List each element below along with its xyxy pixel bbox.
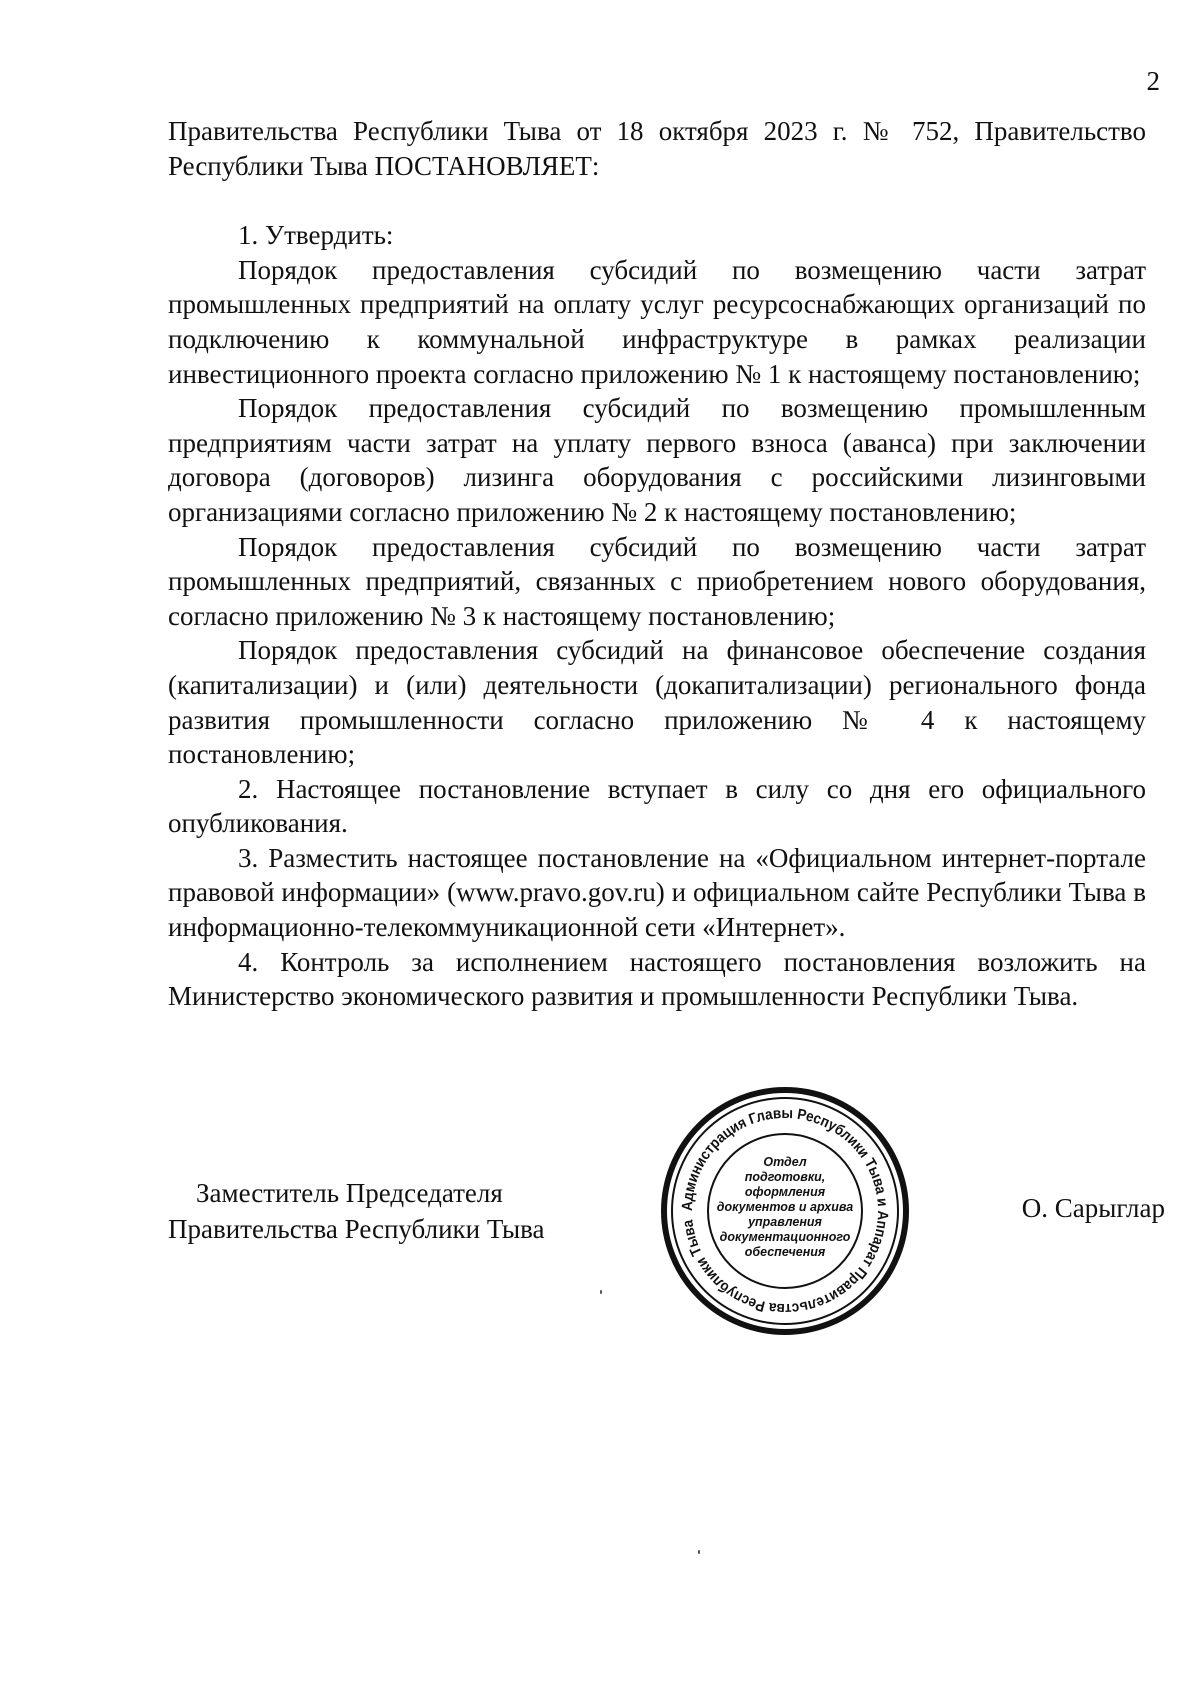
stamp-center-line: подготовки, (744, 1170, 826, 1184)
official-stamp (660, 1086, 910, 1336)
stamp-center-line: Отдел (763, 1155, 807, 1169)
paragraph-procedure-3: Порядок предоставления субсидий по возмещению части затрат промышленных предприятий, связанных с приобретением нового оборудования, согласно приложению № 3 к настоящему постановлению; (168, 531, 1146, 631)
stamp-center-line: обеспечения (744, 1245, 826, 1259)
stamp-center-line: документов и архива (716, 1200, 854, 1214)
paragraph-procedure-4: Порядок предоставления субсидий на финансовое обеспечение создания (капитализации) и (или) деятельности (докапитализации) регионального фонда развития промышленности согласно приложению № 4 к настоящему постановлению; (168, 635, 1146, 770)
paragraph-effective-date: 2. Настоящее постановление вступает в силу со дня его официального опубликования. (168, 773, 1146, 839)
stamp-center-line: управления (748, 1215, 822, 1229)
signatory-position-line-2: Правительства Республики Тыва (168, 1214, 545, 1244)
paragraph-procedure-2: Порядок предоставления субсидий по возмещению промышленным предприятиям части затрат на уплату первого взноса (аванса) при заключении договора (договоров) лизинга оборудования с российскими лизинговыми организациями согласно приложению № 2 к настоящему постановлению; (168, 393, 1146, 527)
signatory-name: О. Сарыглар (1021, 1193, 1165, 1223)
signatory-position (168, 1175, 588, 1247)
paragraph-intro: Правительства Республики Тыва от 18 октября 2023 г. № 752, Правительство Республики Тыва ПОСТАНОВЛЯЕТ: (168, 116, 1146, 181)
paragraph-publication: 3. Разместить настоящее постановление на «Официальном интернет-портале правовой информации» (www.pravo.gov.ru) и официальном сайте Республики Тыва в информационно-телекоммуникационной сети «Интернет». (168, 842, 1146, 943)
page-number: 2 (1146, 66, 1160, 96)
scan-speck (698, 1550, 700, 1554)
scan-speck (600, 1290, 602, 1294)
document-body (168, 114, 1146, 1014)
stamp-center-line: документационного (719, 1230, 851, 1244)
stamp-center-text (717, 1155, 854, 1259)
paragraph-approve: 1. Утвердить: (238, 220, 394, 251)
stamp-ring-text: Администрация Главы Республики Тыва и Аппарат Правительства Республики Тыва (678, 1104, 892, 1318)
paragraph-procedure-1: Порядок предоставления субсидий по возмещению части затрат промышленных предприятий на оплату услуг ресурсоснабжающих организаций по подключению к коммунальной инфраструктуре в рамках реализации инвестиционного проекта согласно приложению № 1 к настоящему постановлению; (168, 254, 1146, 389)
signatory-position-line-1: Заместитель Председателя (196, 1178, 503, 1208)
paragraph-control: 4. Контроль за исполнением настоящего постановления возложить на Министерство экономического развития и промышленности Республики Тыва. (168, 946, 1146, 1012)
stamp-center-line: оформления (744, 1185, 826, 1199)
